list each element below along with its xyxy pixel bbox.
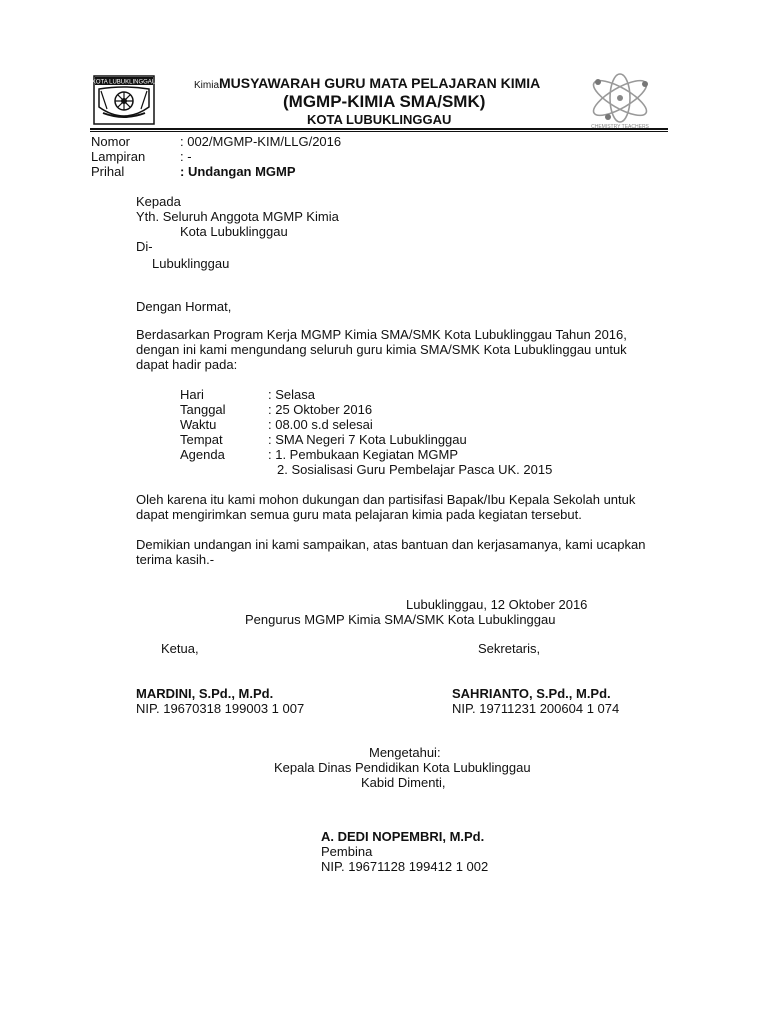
- pembina-role: Pembina: [321, 844, 373, 859]
- pembina-name: A. DEDI NOPEMBRI, M.Pd.: [321, 829, 485, 844]
- address-kepada: Kepada: [136, 194, 181, 209]
- letterhead-prefix: Kimia: [194, 80, 220, 91]
- address-di: Di-: [136, 239, 153, 254]
- paragraph-1-line-2: dengan ini kami mengundang seluruh guru kimia SMA/SMK Kota Lubuklinggau untuk: [136, 342, 627, 357]
- org-short-name: (MGMP-KIMIA SMA/SMK): [283, 92, 486, 111]
- greeting: Dengan Hormat,: [136, 299, 232, 314]
- detail-waktu-value: : 08.00 s.d selesai: [268, 417, 373, 432]
- paragraph-3-line-1: Demikian undangan ini kami sampaikan, atas bantuan dan kerjasamanya, kami ucapkan: [136, 537, 646, 552]
- prihal-value: : Undangan MGMP: [180, 164, 296, 179]
- kabid-label: Kabid Dimenti,: [361, 775, 446, 790]
- pembina-nip: NIP. 19671128 199412 1 002: [321, 859, 489, 874]
- paragraph-2-line-1: Oleh karena itu kami mohon dukungan dan partisifasi Bapak/Ibu Kepala Sekolah untuk: [136, 492, 636, 507]
- address-yth-line2: Kota Lubuklinggau: [180, 224, 288, 239]
- letterhead-title: [194, 76, 540, 93]
- place-date: Lubuklinggau, 12 Oktober 2016: [406, 597, 588, 612]
- paragraph-2-line-2: dapat mengirimkan semua guru mata pelajaran kimia pada kegiatan tersebut.: [136, 507, 582, 522]
- prihal-label: Prihal: [91, 164, 125, 179]
- detail-tempat-value: : SMA Negeri 7 Kota Lubuklinggau: [268, 432, 467, 447]
- address-place: Lubuklinggau: [152, 256, 230, 271]
- lampiran-value: : -: [180, 149, 192, 164]
- detail-agenda-value: : 1. Pembukaan Kegiatan MGMP: [268, 447, 459, 462]
- atom-logo-text: CHEMISTRY TEACHERS: [591, 124, 649, 130]
- header-rule-thin: [90, 131, 668, 132]
- atom-logo: [578, 72, 662, 130]
- sekretaris-name: SAHRIANTO, S.Pd., M.Pd.: [452, 686, 611, 701]
- lampiran-label: Lampiran: [91, 149, 146, 164]
- emblem-text: KOTA LUBUKLINGGAU: [93, 79, 155, 86]
- detail-agenda-label: Agenda: [180, 447, 225, 462]
- detail-hari-value: : Selasa: [268, 387, 315, 402]
- paragraph-1-line-3: dapat hadir pada:: [136, 357, 238, 372]
- sekretaris-nip: NIP. 19711231 200604 1 074: [452, 701, 620, 716]
- city-emblem-logo: [93, 75, 155, 125]
- sekretaris-label: Sekretaris,: [478, 641, 541, 656]
- nomor-label: Nomor: [91, 134, 131, 149]
- detail-waktu-label: Waktu: [180, 417, 217, 432]
- mengetahui-label: Mengetahui:: [369, 745, 441, 760]
- paragraph-1-line-1: Berdasarkan Program Kerja MGMP Kimia SMA/SMK Kota Lubuklinggau Tahun 2016,: [136, 327, 627, 342]
- detail-tempat-label: Tempat: [180, 432, 223, 447]
- kepala-dinas: Kepala Dinas Pendidikan Kota Lubuklinggau: [274, 760, 531, 775]
- nomor-value: : 002/MGMP-KIM/LLG/2016: [180, 134, 342, 149]
- ketua-label: Ketua,: [161, 641, 199, 656]
- paragraph-3-line-2: terima kasih.-: [136, 552, 215, 567]
- org-name: MUSYAWARAH GURU MATA PELAJARAN KIMIA: [219, 75, 541, 91]
- committee-name: Pengurus MGMP Kimia SMA/SMK Kota Lubuklinggau: [245, 612, 556, 627]
- header-rule-thick: [90, 128, 668, 130]
- org-city: KOTA LUBUKLINGGAU: [307, 112, 452, 127]
- detail-tanggal-label: Tanggal: [180, 402, 226, 417]
- detail-tanggal-value: : 25 Oktober 2016: [268, 402, 373, 417]
- ketua-name: MARDINI, S.Pd., M.Pd.: [136, 686, 274, 701]
- address-yth: Yth. Seluruh Anggota MGMP Kimia: [136, 209, 339, 224]
- detail-hari-label: Hari: [180, 387, 204, 402]
- detail-agenda-item-2: 2. Sosialisasi Guru Pembelajar Pasca UK. 2015: [277, 462, 553, 477]
- ketua-nip: NIP. 19670318 199003 1 007: [136, 701, 305, 716]
